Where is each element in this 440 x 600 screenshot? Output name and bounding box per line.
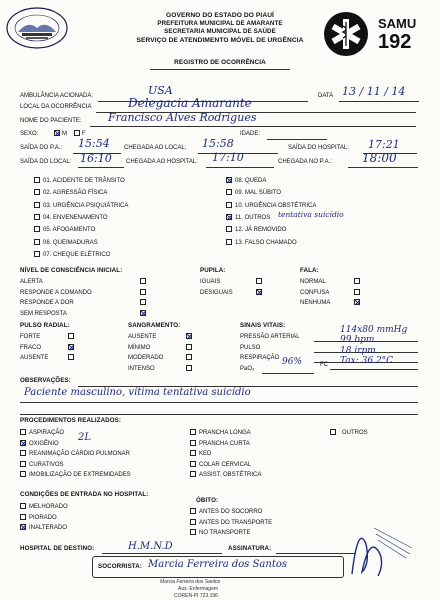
fala-label: CONFUSA [300,289,330,296]
proc-right-checkbox[interactable] [330,429,336,435]
consc-label: ALERTA [20,279,43,285]
obito-checkbox[interactable] [190,529,196,535]
star-of-life-icon [322,10,370,58]
occ-left-label: 03. URGÊNCIA PSIQUIÁTRICA [43,202,129,209]
occ-left-label: 01. ACIDENTE DE TRÂNSITO [43,178,125,184]
pupila-title: PUPILA: [200,267,226,274]
occ-right-checkbox[interactable] [226,177,232,183]
consc-label: RESPONDE A DOR [20,300,74,306]
occ-right-label: 09. MAL SÚBITO [235,190,282,197]
hospital-label: HOSPITAL DE DESTINO: [20,545,95,552]
fala-label: NORMAL [300,279,326,285]
sang-checkbox[interactable] [186,344,192,350]
cond-left-checkbox[interactable] [20,503,26,509]
proc-left-label: OXIGÊNIO [29,440,59,447]
signature-stamp [340,514,430,584]
occ-left-label: 04. ENVENENAMENTO [43,214,108,221]
obito-label: ANTES DO TRANSPORTE [199,519,273,526]
saida-hospital-value: 17:21 [368,138,400,151]
occ-left-checkbox[interactable] [34,239,40,245]
consc-checkbox[interactable] [140,310,146,316]
socorrista-label: SOCORRISTA: [98,563,142,570]
fc-value: Tax: 36.2°C [340,356,394,366]
fala-label: NENHUMA [300,300,331,306]
consc-checkbox[interactable] [140,289,146,295]
pulso-title: PULSO RADIAL: [20,322,70,329]
occ-right-checkbox[interactable] [226,239,232,245]
data-value: 13 / 11 / 14 [342,85,406,98]
fala-title: FALA: [300,267,319,274]
fala-checkbox[interactable] [354,278,360,284]
stamp-name: Marcia Ferreira dos Santos [160,579,221,585]
samu-number: 192 [378,31,412,53]
sang-checkbox[interactable] [186,365,192,371]
occ-right-checkbox[interactable] [226,226,232,232]
paciente-value: Francisco Alves Rodrigues [108,111,257,124]
occ-right-label: 11. OUTROS [235,214,271,221]
observacoes-value: Paciente masculino, vítima tentativa suicídio [24,387,251,398]
chegada-hospital-label: CHEGADA AO HOSPITAL: [126,159,198,165]
proc-left-checkbox[interactable] [20,429,26,435]
sexo-f-checkbox[interactable] [74,130,80,136]
occ-left-checkbox[interactable] [34,189,40,195]
sang-label: MÍNIMO [128,344,151,351]
proc-mid-label: ASSIST. OBSTÉTRICA [199,472,262,478]
obito-checkbox[interactable] [190,519,196,525]
cond-left-label: MELHORADO [29,504,68,510]
oxigenio-value: 2L [78,432,92,443]
sangramento-title: SANGRAMENTO: [128,322,181,329]
sexo-f-label: F [82,131,86,137]
pulso-checkbox[interactable] [68,333,74,339]
occ-left-checkbox[interactable] [34,251,40,257]
stamp-coren: COREN-PI 723.196 [174,593,218,599]
occ-right-label: 08. QUEDA [235,178,267,184]
ambulancia-label: AMBULÂNCIA ACIONADA: [20,93,94,99]
obito-label: NO TRANSPORTE [199,530,251,536]
occ-left-label: 05. AFOGAMENTO [43,227,96,234]
sinais-label: RESPIRAÇÃO [240,355,280,361]
pupila-label: DESIGUAIS [200,289,233,296]
proc-right-label: OUTROS [342,430,368,436]
cond-left-checkbox[interactable] [20,524,26,530]
occ-left-checkbox[interactable] [34,202,40,208]
sang-label: AUSENTE [128,334,157,340]
pulso-value: 99 bpm [340,335,375,345]
ambulancia-value: USA [148,84,173,97]
occ-left-label: 06. QUEIMADURAS [43,239,98,246]
pa-value: 114x80 mmHg [340,325,408,335]
assinatura-label: ASSINATURA: [228,545,272,552]
proc-left-label: CURATIVOS [29,461,64,468]
header-line-2: PREFEITURA MUNICIPAL DE AMARANTE [157,20,283,27]
pulso-label: AUSENTE [20,355,49,361]
saida-pa-label: SAÍDA DO P.A.: [20,145,63,151]
saida-local-value: 16:10 [80,152,112,165]
condicoes-title: CONDIÇÕES DE ENTRADA NO HOSPITAL: [20,491,149,498]
resp-value: 18 irpm [340,346,376,356]
proc-mid-label: KED [199,451,212,457]
stamp-role: Aux. Enfermagem [178,586,219,592]
sinais-label: PaO₂ [240,365,255,372]
idade-label: IDADE: [240,131,261,137]
pupila-label: IGUAIS [200,279,221,285]
samu-label: SAMU [378,16,417,31]
fala-checkbox[interactable] [354,289,360,295]
fala-checkbox[interactable] [354,299,360,305]
occ-left-label: 02. AGRESSÃO FÍSICA [43,190,108,197]
proc-mid-checkbox[interactable] [190,450,196,456]
pao2-value: 96% [282,357,303,367]
header-line-4: SERVIÇO DE ATENDIMENTO MÓVEL DE URGÊNCIA [136,37,304,44]
proc-left-checkbox[interactable] [20,440,26,446]
sexo-label: SEXO: [20,131,39,137]
samu-logo [322,10,434,58]
proc-mid-checkbox[interactable] [190,461,196,467]
proc-left-label: REANIMAÇÃO CÁRDIO PULMONAR [29,451,131,457]
obito-title: ÓBITO: [196,497,219,504]
cond-left-label: PIORADO [29,514,57,521]
hospital-value: H.M.N.D [128,541,173,552]
chegada-local-label: CHEGADA AO LOCAL: [124,145,187,151]
consc-label: RESPONDE A COMANDO [20,289,92,296]
occ-right-checkbox[interactable] [226,202,232,208]
proc-mid-label: COLAR CERVICAL [199,461,252,468]
saida-local-label: SAÍDA DO LOCAL: [20,159,72,165]
proc-mid-checkbox[interactable] [190,471,196,477]
fc-label: FC [320,362,328,368]
chegada-local-value: 15:58 [202,137,234,150]
local-label: LOCAL DA OCORRÊNCIA [20,104,92,110]
obito-checkbox[interactable] [190,508,196,514]
proc-left-checkbox[interactable] [20,450,26,456]
proc-left-checkbox[interactable] [20,471,26,477]
proc-left-label: ASPIRAÇÃO [29,430,65,436]
occ-right-label: 10. URGÊNCIA OBSTÉTRICA [235,202,317,209]
consciencia-title: NÍVEL DE CONSCIÊNCIA INICIAL: [20,267,123,274]
observacoes-title: OBSERVAÇÕES: [20,377,71,384]
occ-right-label: 13. FALSO CHAMADO [235,239,297,246]
occ-right-checkbox[interactable] [226,189,232,195]
pupila-checkbox[interactable] [256,278,262,284]
obito-label: ANTES DO SOCORRO [199,509,263,515]
occ-right-checkbox[interactable] [226,214,232,220]
sang-label: MODERADO [128,355,164,361]
sinais-title: SINAIS VITAIS: [240,322,286,329]
occ-right-label: 12. JÁ REMOVIDO [235,227,287,234]
cond-left-checkbox[interactable] [20,514,26,520]
pupila-checkbox[interactable] [256,289,262,295]
header-line-3: SECRETARIA MUNICIPAL DE SAÚDE [164,28,276,35]
proc-mid-checkbox[interactable] [190,429,196,435]
local-value: Delegacia Amarante [128,96,252,110]
pulso-label: FRACO [20,344,41,351]
socorrista-value: Marcia Ferreira dos Santos [148,559,287,570]
procedimentos-title: PROCEDIMENTOS REALIZADOS: [20,417,122,424]
consc-checkbox[interactable] [140,299,146,305]
occ-left-label: 07. CHEQUE ELÉTRICO [43,251,111,258]
proc-mid-label: PRANCHA CURTA [199,440,250,447]
form-title: REGISTRO DE OCORRÊNCIA [174,59,266,66]
consc-checkbox[interactable] [140,278,146,284]
occ-left-checkbox[interactable] [34,226,40,232]
proc-mid-checkbox[interactable] [190,440,196,446]
pulso-checkbox[interactable] [68,344,74,350]
proc-mid-label: PRANCHA LONGA [199,430,251,436]
saida-hospital-label: SAÍDA DO HOSPITAL: [288,145,349,151]
occ-left-checkbox[interactable] [34,177,40,183]
chegada-hospital-value: 17:10 [212,151,244,164]
paciente-label: NOME DO PACIENTE: [20,118,82,124]
sang-label: INTENSO [128,365,155,372]
occ-left-checkbox[interactable] [34,214,40,220]
pulso-checkbox[interactable] [68,354,74,360]
sexo-m-label: M [62,131,67,137]
outros-value: tentativa suicídio [278,210,344,219]
sinais-label: PRESSÃO ARTERIAL [240,334,300,340]
sang-checkbox[interactable] [186,333,192,339]
consc-label: SEM RESPOSTA [20,310,67,317]
proc-left-label: IMOBILIZAÇÃO DE EXTREMIDADES [29,472,131,478]
sinais-label: PULSO [240,344,261,351]
sexo-m-checkbox[interactable] [54,130,60,136]
chegada-pa-value: 18:00 [362,151,397,165]
sang-checkbox[interactable] [186,354,192,360]
pulso-label: FORTE [20,334,41,340]
cond-left-label: INALTERADO [29,525,67,531]
header-line-1: GOVERNO DO ESTADO DO PIAUÍ [166,12,274,19]
chegada-pa-label: CHEGADA NO P.A.: [278,159,332,165]
saida-pa-value: 15:54 [78,137,110,150]
proc-left-checkbox[interactable] [20,461,26,467]
data-label: DATA [318,93,334,99]
